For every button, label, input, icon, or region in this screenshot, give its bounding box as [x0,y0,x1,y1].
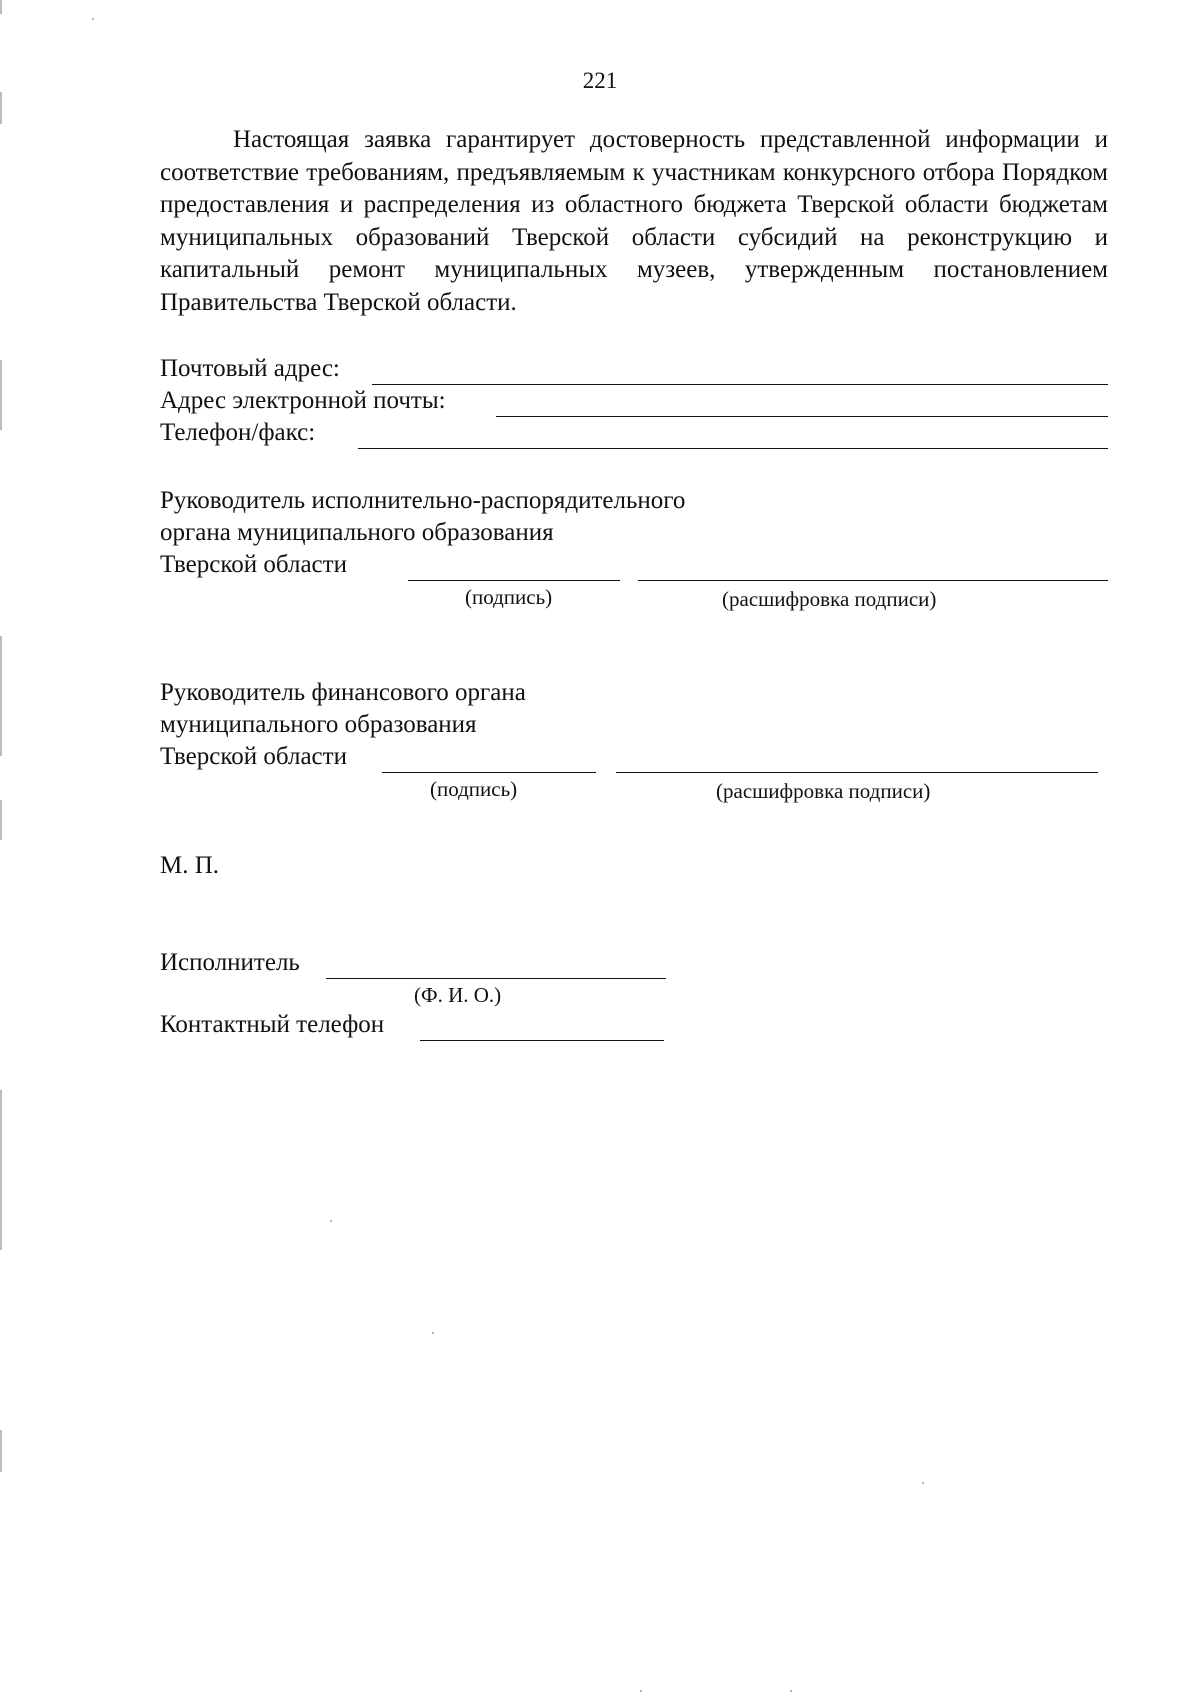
scan-edge-mark [0,1090,2,1250]
scan-edge-mark [0,800,2,840]
scan-speck [640,1690,642,1692]
executor-label: Исполнитель [160,949,300,976]
scan-speck [92,18,94,20]
finance-head-title-line2: муниципального образования [160,711,477,738]
contact-phone-field[interactable] [420,1040,664,1041]
scan-edge-mark [0,360,2,430]
scan-speck [432,1332,434,1334]
email-label: Адрес электронной почты: [160,387,446,414]
executive-head-title-line3: Тверской области [160,551,347,578]
executor-name-caption: (Ф. И. О.) [414,983,502,1007]
stamp-place-mark: М. П. [160,852,220,879]
phone-fax-field[interactable] [358,448,1108,449]
executor-name-field[interactable] [326,978,666,979]
scan-edge-mark [0,0,2,14]
scan-edge-mark [0,636,2,756]
executive-head-signature-caption: (подпись) [465,585,553,609]
contact-phone-label: Контактный телефон [160,1011,385,1038]
executive-head-title-line1: Руководитель исполнительно-распорядительного [160,487,686,514]
postal-address-label: Почтовый адрес: [160,355,340,382]
scan-speck [922,1482,924,1484]
scan-speck [790,1690,792,1692]
executive-head-signature-field[interactable] [408,580,620,581]
application-guarantee-paragraph: Настоящая заявка гарантирует достоверность представленной информации и соответствие требованиям, предъявляемым к участникам конкурсного отбора Порядком предоставления и распределения из областного бюджета Тверской области бюджетам муниципальных образований Тверской области субсидий на реконструкцию и капитальный ремонт муниципальных музеев, утвержденным постановлением Правительства Тверской области. [160,126,1108,316]
finance-head-title-line1: Руководитель финансового органа [160,679,526,706]
postal-address-field[interactable] [372,384,1108,385]
executive-head-decryption-field[interactable] [638,580,1108,581]
finance-head-signature-caption: (подпись) [430,777,518,801]
executive-head-decryption-caption: (расшифровка подписи) [722,587,937,611]
scan-speck [330,1220,332,1222]
page-number: 221 [582,68,618,93]
email-field[interactable] [496,416,1108,417]
finance-head-decryption-field[interactable] [616,772,1098,773]
scan-edge-mark [0,92,2,124]
finance-head-signature-field[interactable] [382,772,596,773]
finance-head-decryption-caption: (расшифровка подписи) [716,779,931,803]
phone-fax-label: Телефон/факс: [160,419,316,446]
finance-head-title-line3: Тверской области [160,743,347,770]
scan-edge-mark [0,1430,2,1472]
executive-head-title-line2: органа муниципального образования [160,519,554,546]
